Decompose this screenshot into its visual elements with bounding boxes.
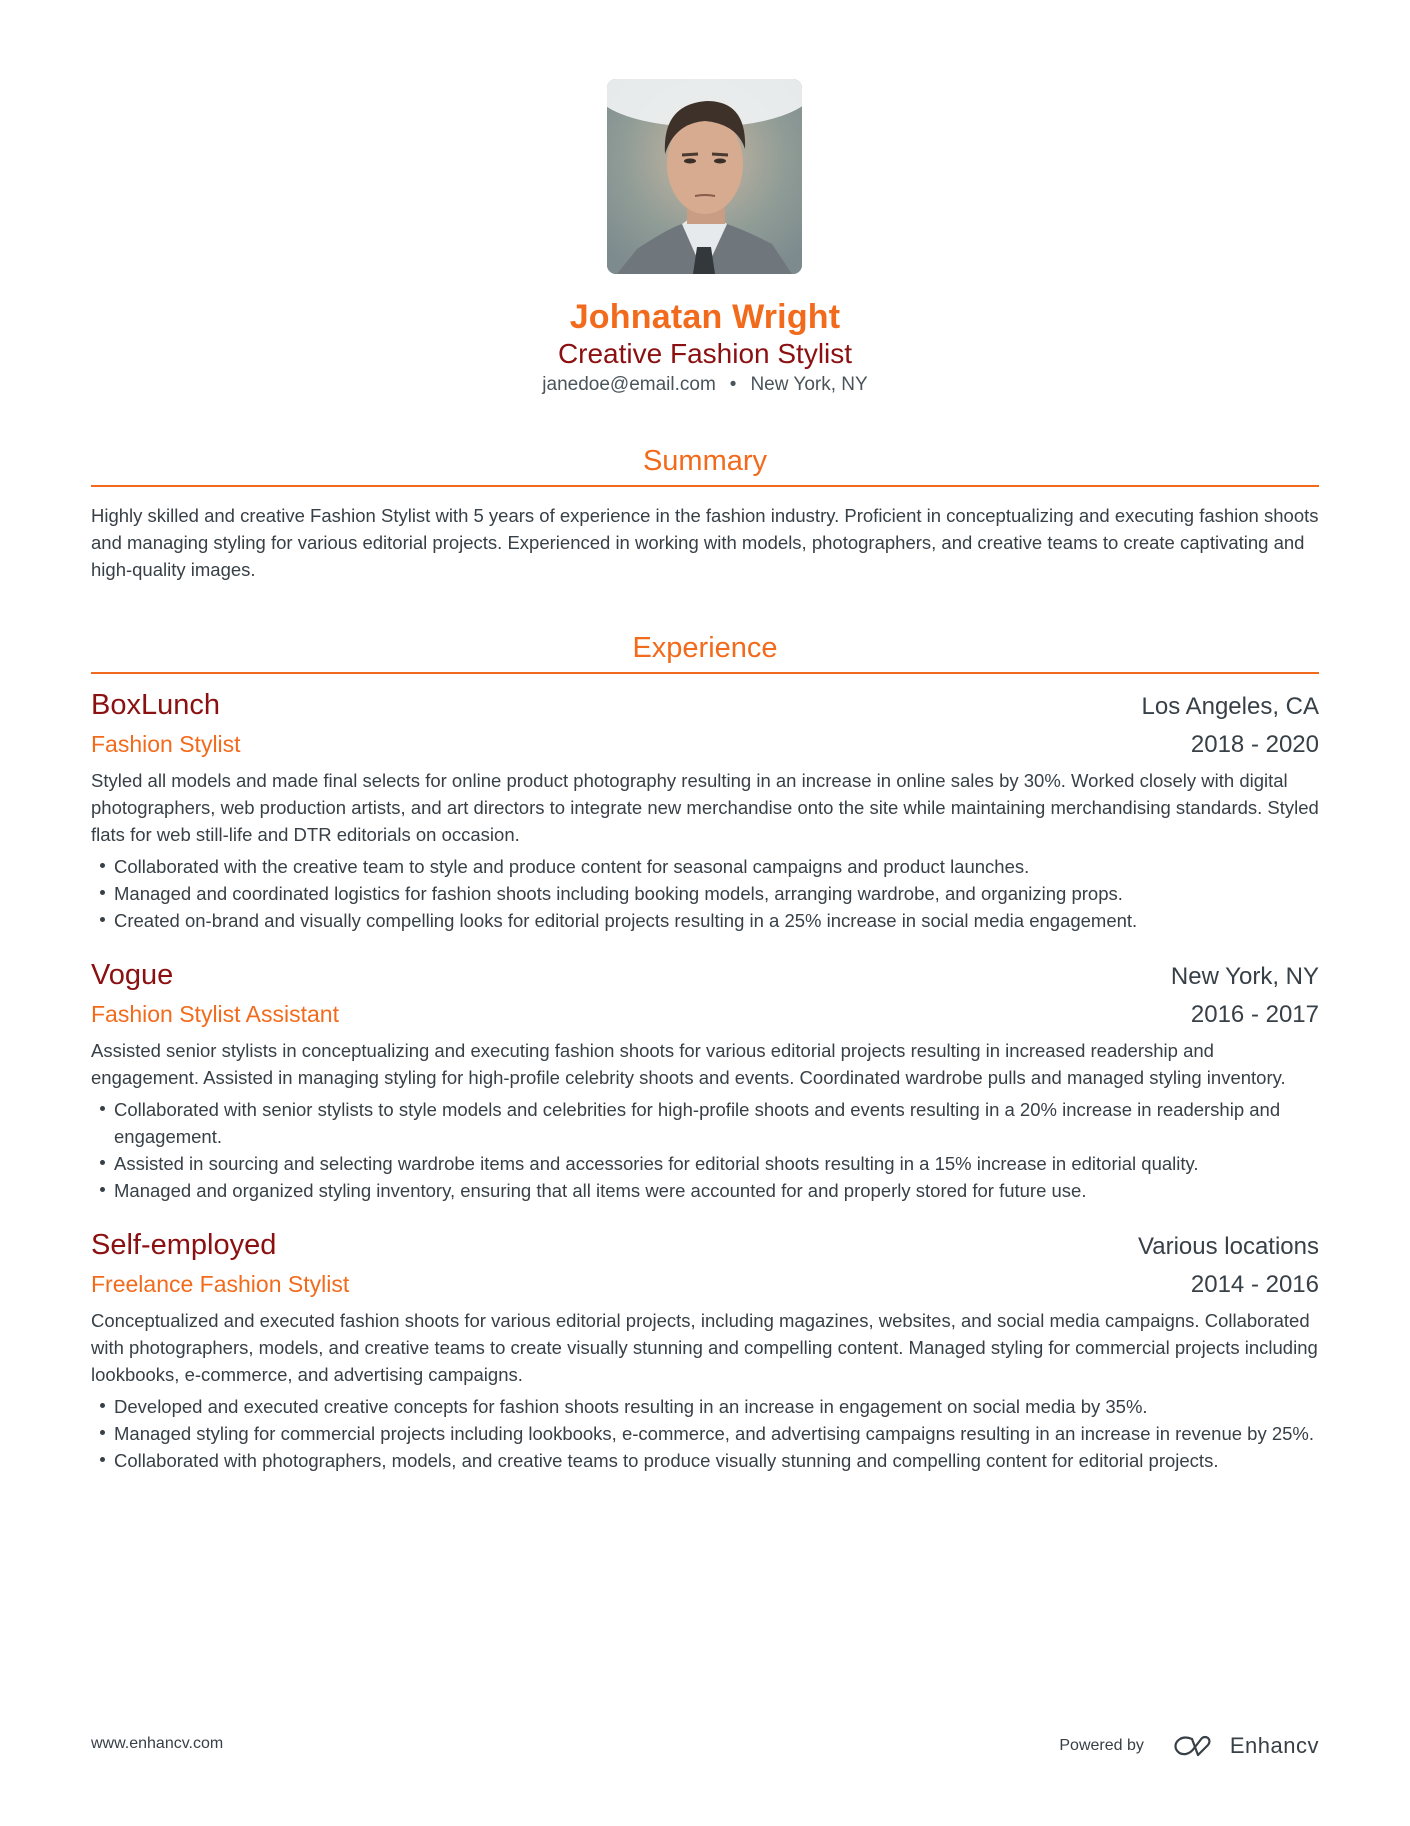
resume-header	[0, 296, 1410, 398]
company-name: Self-employed	[91, 1229, 277, 1261]
job-location: New York, NY	[1170, 963, 1319, 990]
experience-heading: Experience	[632, 632, 778, 664]
job-location: Various locations	[1138, 1233, 1319, 1260]
job-role: Freelance Fashion Stylist	[91, 1271, 350, 1297]
powered-by-badge[interactable]	[1059, 1733, 1319, 1759]
location-text: New York, NY	[750, 374, 868, 395]
job-description: Assisted senior stylists in conceptualizing and executing fashion shoots for various editorial projects resulting in increased readership and engagement. Assisted in managing styling for high-profile celebrity shoots and events. Coordinated wardrobe pulls and managed styling inventory.	[91, 1040, 1286, 1088]
summary-heading: Summary	[642, 445, 768, 477]
page-footer	[91, 1733, 1319, 1759]
job-bullets	[91, 1393, 1319, 1474]
job-role: Fashion Stylist Assistant	[91, 1001, 339, 1027]
bullet-item: Created on-brand and visually compelling looks for editorial projects resulting in a 25% increase in social media engagement.	[91, 907, 1319, 934]
person-portrait-icon	[607, 79, 802, 274]
bullet-item: Collaborated with the creative team to style and produce content for seasonal campaigns and product launches.	[91, 853, 1319, 880]
bullet-item: Collaborated with senior stylists to style models and celebrities for high-profile shoots and events resulting in a 20% increase in readership and engagement.	[91, 1096, 1319, 1150]
powered-by-label: Powered by	[1059, 1737, 1144, 1754]
enhancv-brand-text: Enhancv	[1229, 1733, 1319, 1758]
job-dates: 2016 - 2017	[1190, 1001, 1319, 1028]
job-dates: 2018 - 2020	[1190, 731, 1319, 758]
job-description: Conceptualized and executed fashion shoots for various editorial projects, including magazines, websites, and social media campaigns. Collaborated with photographers, models, and creative teams to create visually stunning and compelling content. Managed styling for commercial projects including lookbooks, e-commerce, and advertising campaigns.	[91, 1310, 1318, 1385]
bullet-item: Managed styling for commercial projects including lookbooks, e-commerce, and advertising campaigns resulting in an increase in revenue by 25%.	[91, 1420, 1319, 1447]
job-entry	[91, 1226, 1319, 1474]
contact-info	[0, 372, 1410, 398]
bullet-item: Collaborated with photographers, models, and creative teams to produce visually stunning and compelling content for editorial projects.	[91, 1447, 1319, 1474]
profile-photo	[607, 79, 802, 274]
job-entry	[91, 686, 1319, 934]
job-bullets	[91, 853, 1319, 934]
separator-dot: •	[729, 374, 737, 395]
job-entry	[91, 956, 1319, 1204]
summary-section	[91, 443, 1319, 583]
bullet-item: Assisted in sourcing and selecting wardrobe items and accessories for editorial shoots resulting in a 15% increase in editorial quality.	[91, 1150, 1319, 1177]
company-name: Vogue	[91, 959, 174, 991]
company-name: BoxLunch	[91, 689, 220, 721]
candidate-title: Creative Fashion Stylist	[557, 338, 853, 369]
job-description: Styled all models and made final selects for online product photography resulting in an increase in online sales by 30%. Worked closely with digital photographers, web production artists, and art directors to integrate new merchandise onto the site while maintaining merchandising standards. Styled flats for web still-life and DTR editorials on occasion.	[91, 770, 1319, 845]
bullet-item: Developed and executed creative concepts for fashion shoots resulting in an increase in engagement on social media by 35%.	[91, 1393, 1319, 1420]
job-dates: 2014 - 2016	[1190, 1271, 1319, 1298]
enhancv-logo-icon	[1172, 1734, 1218, 1758]
email-link[interactable]: janedoe@email.com	[542, 374, 716, 395]
bullet-item: Managed and coordinated logistics for fashion shoots including booking models, arranging wardrobe, and organizing props.	[91, 880, 1319, 907]
section-divider	[91, 485, 1319, 487]
section-divider	[91, 672, 1319, 674]
candidate-name: Johnatan Wright	[569, 298, 841, 336]
job-bullets	[91, 1096, 1319, 1204]
website-link[interactable]: www.enhancv.com	[91, 1735, 224, 1752]
bullet-item: Managed and organized styling inventory, ensuring that all items were accounted for and properly stored for future use.	[91, 1177, 1319, 1204]
summary-text: Highly skilled and creative Fashion Stylist with 5 years of experience in the fashion industry. Proficient in conceptualizing and executing fashion shoots and managing styling for various editorial projects. Experienced in working with models, photographers, and creative teams to create captivating and high-quality images.	[91, 505, 1319, 580]
job-role: Fashion Stylist	[91, 731, 241, 757]
experience-section	[91, 630, 1319, 1474]
job-location: Los Angeles, CA	[1141, 693, 1319, 720]
